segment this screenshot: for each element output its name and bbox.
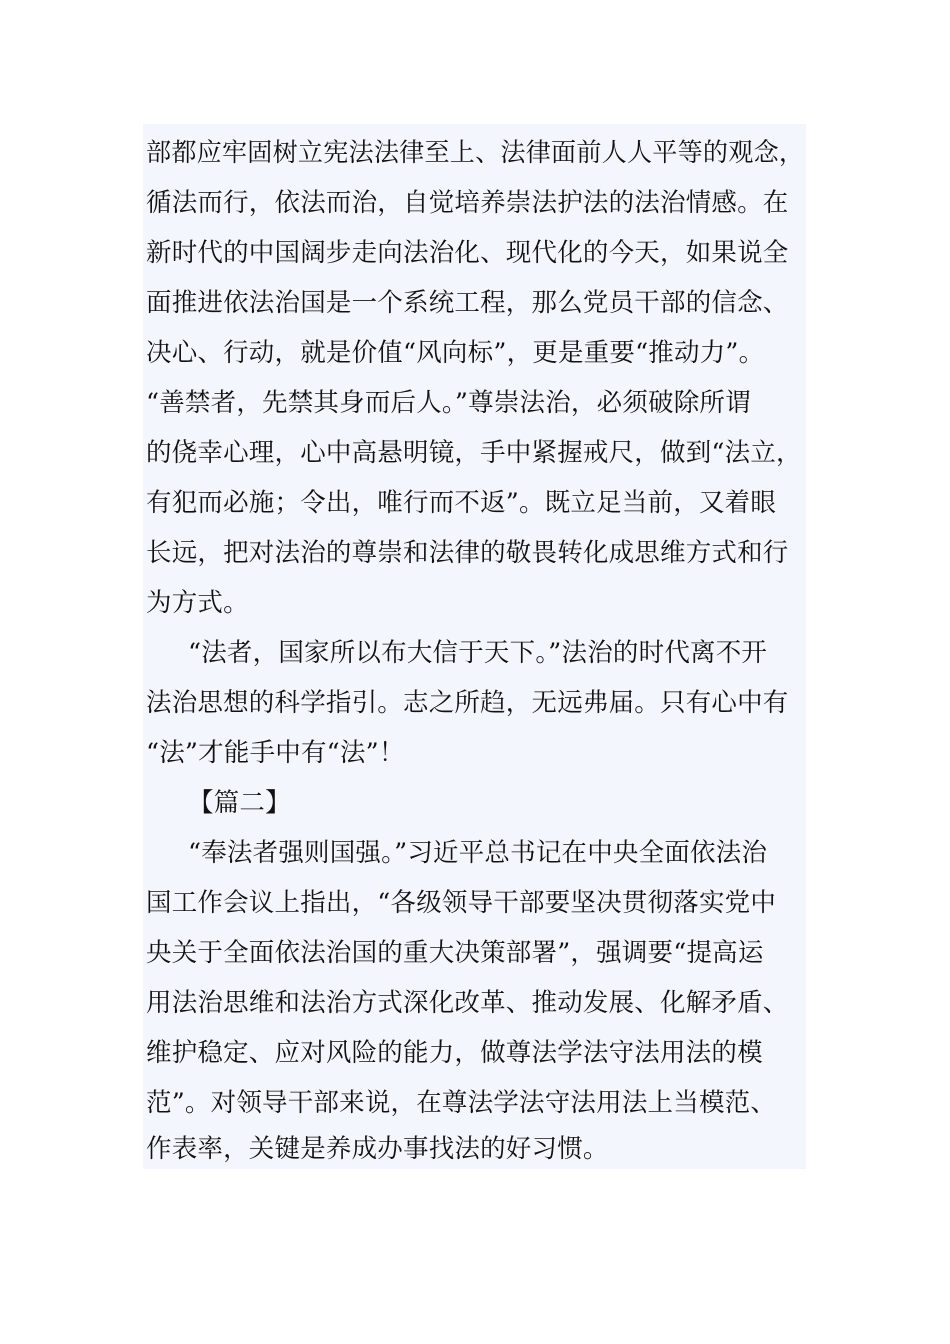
text-line: 为方式。: [146, 588, 249, 618]
text-line: 范”。对领导干部来说，在尊法学法守法用法上当模范、: [146, 1088, 777, 1118]
text-line: “法”才能手中有“法”！: [146, 738, 405, 768]
text-line: 循法而行，依法而治，自觉培养崇法护法的法治情感。在: [146, 188, 789, 218]
text-line: “法者，国家所以布大信于天下。”法治的时代离不开: [188, 638, 768, 668]
text-line: 长远，把对法治的尊崇和法律的敬畏转化成思维方式和行: [146, 538, 789, 568]
text-line: 法治思想的科学指引。志之所趋，无远弗届。只有心中有: [146, 688, 789, 718]
text-line: 新时代的中国阔步走向法治化、现代化的今天，如果说全: [146, 238, 789, 268]
text-line: 央关于全面依法治国的重大决策部署”，强调要“提高运: [146, 938, 764, 968]
text-line: “奉法者强则国强。”习近平总书记在中央全面依法治: [188, 838, 768, 868]
text-block: [143, 124, 806, 1169]
text-line: 面推进依法治国是一个系统工程，那么党员干部的信念、: [146, 288, 789, 318]
text-line: 作表率，关键是养成办事找法的好习惯。: [146, 1134, 609, 1164]
text-line: 维护稳定、应对风险的能力，做尊法学法守法用法的模: [146, 1038, 763, 1068]
text-line: “善禁者，先禁其身而后人。”尊崇法治，必须破除所谓: [146, 388, 751, 418]
text-line: 决心、行动，就是价值“风向标”，更是重要“推动力”。: [146, 338, 765, 368]
text-line: 有犯而必施；令出，唯行而不返”。既立足当前，又着眼: [146, 488, 777, 518]
section-heading: 【篇二】: [188, 788, 291, 818]
text-line: 用法治思维和法治方式深化改革、推动发展、化解矛盾、: [146, 988, 789, 1018]
text-line: 的侥幸心理，心中高悬明镜，手中紧握戒尺，做到“法立，: [146, 438, 802, 468]
text-line: 国工作会议上指出，“各级领导干部要坚决贯彻落实党中: [146, 888, 777, 918]
text-line: 部都应牢固树立宪法法律至上、法律面前人人平等的观念，: [146, 138, 805, 168]
